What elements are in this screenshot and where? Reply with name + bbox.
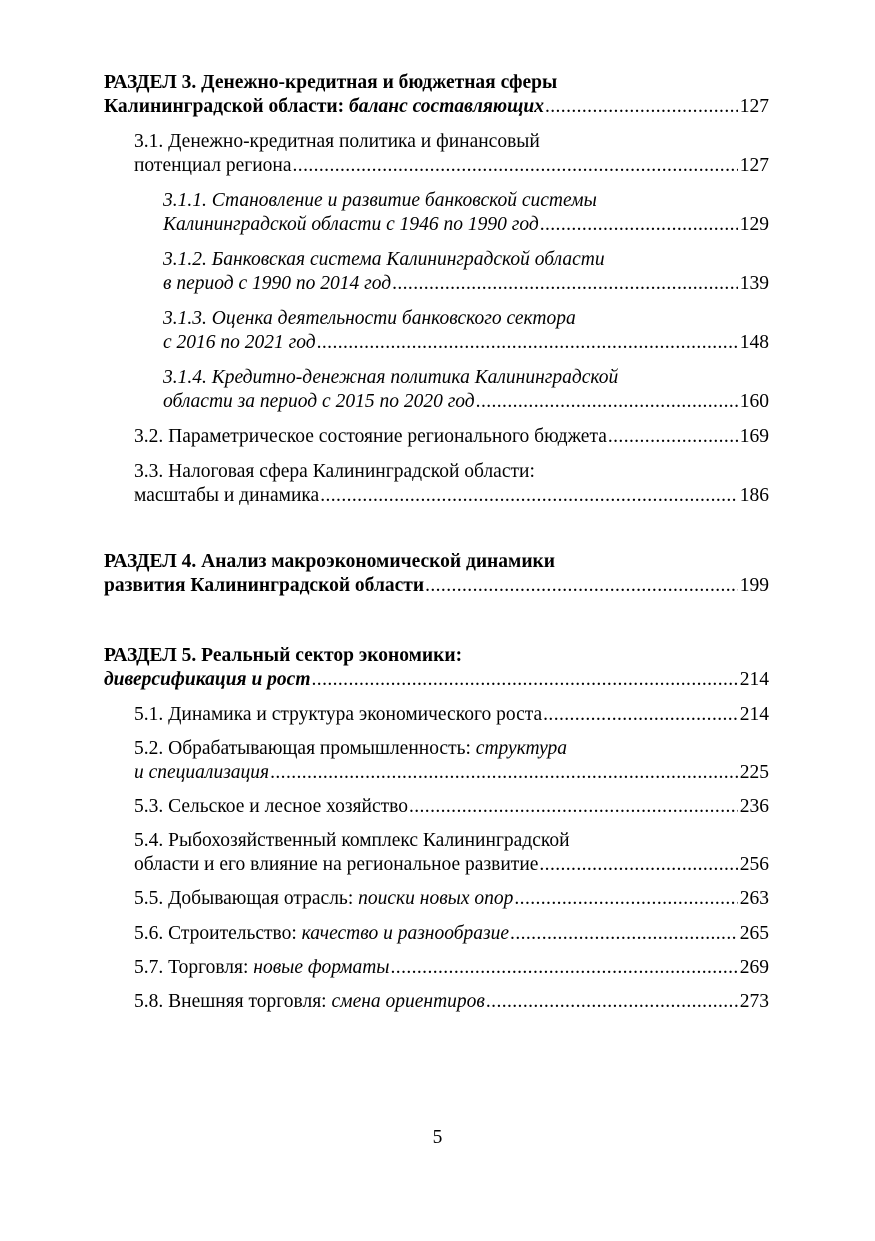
leader-dots <box>320 484 738 508</box>
item-3-2-entry <box>134 425 769 449</box>
item-3-2-title: 3.2. Параметрическое состояние регионального бюджета <box>134 426 607 447</box>
item-3-1-2-entry <box>163 272 769 296</box>
item-3-3-title: 3.3. Налоговая сфера Калининградской области: <box>134 461 535 482</box>
leader-dots <box>270 761 738 785</box>
item-3-3-entry <box>134 484 769 508</box>
item-5-2-title-italic: структура <box>475 738 568 759</box>
page-ref: 265 <box>739 923 769 944</box>
item-5-8-title-plain: 5.8. Внешняя торговля: <box>134 991 327 1012</box>
item-5-8-entry <box>134 990 769 1014</box>
leader-dots <box>392 272 738 296</box>
item-3-1-2-title-cont: в период с 1990 по 2014 год <box>163 273 392 294</box>
item-5-8-title-italic: смена ориентиров <box>331 991 485 1012</box>
item-5-5-title-plain: 5.5. Добывающая отрасль: <box>134 888 354 909</box>
page-ref: 236 <box>739 796 769 817</box>
item-5-5-entry <box>134 887 769 911</box>
page-ref: 139 <box>739 273 769 294</box>
leader-dots <box>540 213 738 237</box>
page-ref: 186 <box>739 485 769 506</box>
section-5-title: РАЗДЕЛ 5. Реальный сектор экономики: <box>104 645 463 666</box>
page-ref: 269 <box>739 957 769 978</box>
item-5-7-entry <box>134 956 769 980</box>
section-4-title-cont: развития Калининградской области <box>104 575 425 596</box>
leader-dots <box>539 853 737 877</box>
item-5-1-entry <box>134 703 769 727</box>
item-5-4-title-cont: области и его влияние на региональное развитие <box>134 854 539 875</box>
leader-dots <box>510 922 738 946</box>
page-ref: 225 <box>739 762 769 783</box>
leader-dots <box>486 990 738 1014</box>
item-3-1-1-title-cont: Калининградской области с 1946 по 1990 год <box>163 214 539 235</box>
item-5-3-entry <box>134 795 769 819</box>
page-ref: 169 <box>739 426 769 447</box>
section-5-entry <box>104 668 769 692</box>
leader-dots <box>391 956 738 980</box>
section-3-entry <box>104 95 769 119</box>
leader-dots <box>312 668 738 692</box>
item-3-3-title-cont: масштабы и динамика <box>134 485 320 506</box>
page-ref: 214 <box>739 704 769 725</box>
item-3-1-1-title: 3.1.1. Становление и развитие банковской системы <box>163 190 597 211</box>
page-ref: 214 <box>739 669 769 690</box>
item-3-1-3-entry <box>163 331 769 355</box>
leader-dots <box>514 887 737 911</box>
item-3-1-2-title: 3.1.2. Банковская система Калининградской области <box>163 249 605 270</box>
item-3-1-4-title: 3.1.4. Кредитно-денежная политика Калининградской <box>163 367 619 388</box>
page-ref: 127 <box>739 155 769 176</box>
page-ref: 263 <box>739 888 769 909</box>
item-3-1-1-entry <box>163 213 769 237</box>
leader-dots <box>608 425 738 449</box>
section-3-title-cont: Калининградской области: <box>104 96 345 117</box>
page-ref: 273 <box>739 991 769 1012</box>
leader-dots <box>409 795 738 819</box>
item-5-3-title: 5.3. Сельское и лесное хозяйство <box>134 796 408 817</box>
leader-dots <box>425 574 738 598</box>
page-ref: 160 <box>739 391 769 412</box>
page-ref: 127 <box>739 96 769 117</box>
section-5-subtitle: диверсификация и рост <box>104 669 311 690</box>
page-ref: 129 <box>739 214 769 235</box>
item-5-2-title <box>134 737 769 761</box>
item-3-1-4-title-cont: области за период с 2015 по 2020 год <box>163 391 475 412</box>
item-3-1-entry <box>134 154 769 178</box>
page-ref: 148 <box>739 332 769 353</box>
leader-dots <box>317 331 738 355</box>
section-4-title: РАЗДЕЛ 4. Анализ макроэкономической динамики <box>104 551 556 572</box>
item-3-1-3-title: 3.1.3. Оценка деятельности банковского сектора <box>163 308 576 329</box>
item-5-6-title-italic: качество и разнообразие <box>301 923 510 944</box>
leader-dots <box>293 154 738 178</box>
item-5-7-title-italic: новые форматы <box>253 957 390 978</box>
section-3-title: РАЗДЕЛ 3. Денежно-кредитная и бюджетная сферы <box>104 72 558 93</box>
item-3-1-3-title-cont: с 2016 по 2021 год <box>163 332 316 353</box>
item-5-4-entry <box>134 853 769 877</box>
item-3-1-title-cont: потенциал региона <box>134 155 292 176</box>
item-3-1-title: 3.1. Денежно-кредитная политика и финансовый <box>134 131 540 152</box>
item-5-5-title-italic: поиски новых опор <box>358 888 514 909</box>
item-3-1-4-entry <box>163 390 769 414</box>
section-4-entry <box>104 574 769 598</box>
section-3-subtitle: баланс составляющих <box>349 96 544 117</box>
item-5-2-title-cont: и специализация <box>134 762 270 783</box>
item-5-6-title-plain: 5.6. Строительство: <box>134 923 297 944</box>
page-number: 5 <box>432 1127 443 1148</box>
item-5-4-title: 5.4. Рыбохозяйственный комплекс Калининградской <box>134 830 570 851</box>
leader-dots <box>476 390 738 414</box>
page-ref: 199 <box>739 575 769 596</box>
item-5-2-title-plain: 5.2. Обрабатывающая промышленность: <box>134 738 471 759</box>
item-5-2-entry <box>134 761 769 785</box>
item-5-7-title-plain: 5.7. Торговля: <box>134 957 249 978</box>
page-ref: 256 <box>739 854 769 875</box>
item-5-1-title: 5.1. Динамика и структура экономического роста <box>134 704 543 725</box>
item-5-6-entry <box>134 922 769 946</box>
leader-dots <box>543 703 738 727</box>
leader-dots <box>545 95 738 119</box>
